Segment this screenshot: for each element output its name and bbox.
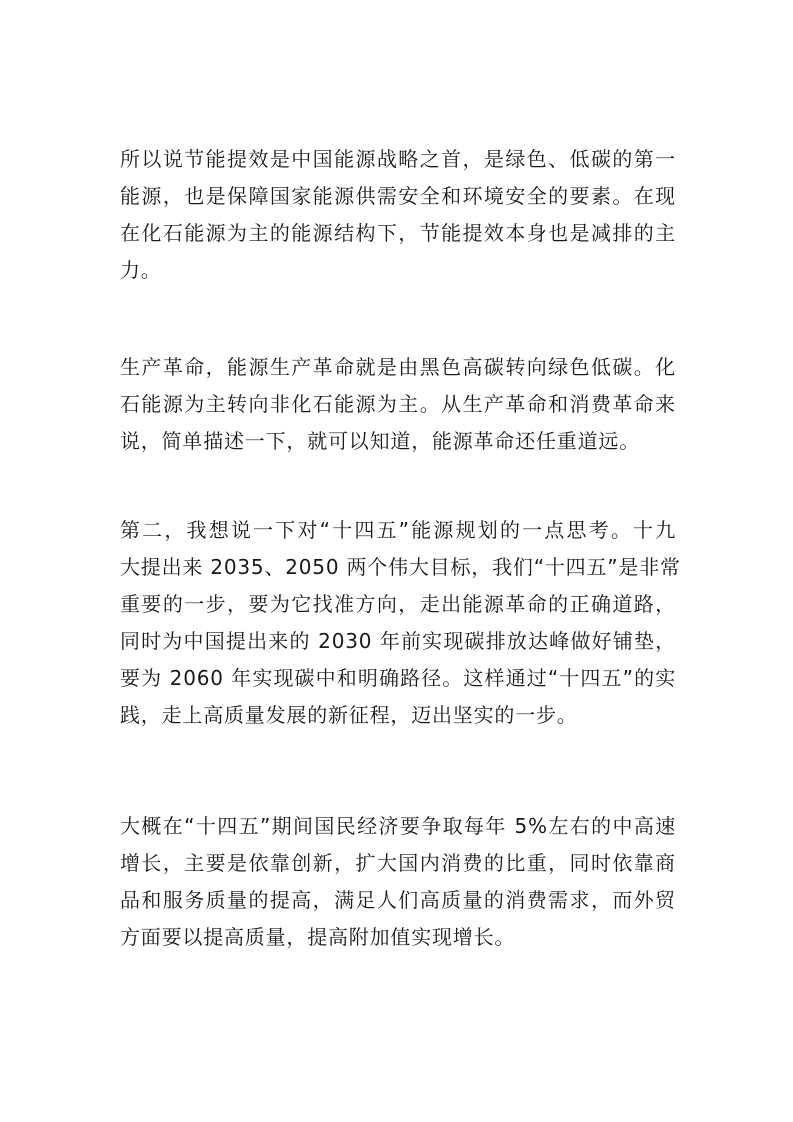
text-line: 生产革命，能源生产革命就是由黑色高碳转向绿色低碳。化	[120, 355, 676, 379]
text-line: 大概在“十四五”期间国民经济要争取每年 5%左右的中高速	[120, 814, 676, 838]
text-line: 所以说节能提效是中国能源战略之首，是绿色、低碳的第一	[120, 147, 676, 171]
text-line: 大提出来 2035、2050 两个伟大目标，我们“十四五”是非常	[120, 555, 681, 579]
text-line: 能源，也是保障国家能源供需安全和环境安全的要素。在现	[120, 184, 676, 208]
paragraph-five-year-plan	[120, 512, 681, 734]
text-line: 方面要以提高质量，提高附加值实现增长。	[120, 925, 516, 949]
text-line: 第二，我想说一下对“十四五”能源规划的一点思考。十九	[120, 518, 676, 542]
text-line: 品和服务质量的提高，满足人们高质量的消费需求，而外贸	[120, 888, 676, 912]
text-line: 践，走上高质量发展的新征程，迈出坚实的一步。	[120, 703, 578, 727]
text-line: 在化石能源为主的能源结构下，节能提效本身也是减排的主	[120, 221, 676, 245]
text-line: 石能源为主转向非化石能源为主。从生产革命和消费革命来	[120, 392, 676, 416]
text-line: 重要的一步，要为它找准方向，走出能源革命的正确道路，	[120, 592, 676, 616]
text-line: 增长，主要是依靠创新，扩大国内消费的比重，同时依靠商	[120, 851, 676, 875]
text-line: 要为 2060 年实现碳中和明确路径。这样通过“十四五”的实	[120, 666, 676, 690]
paragraph-economic-growth	[120, 808, 676, 956]
paragraph-energy-efficiency	[120, 141, 676, 289]
paragraph-production-revolution	[120, 349, 676, 460]
text-line: 说，简单描述一下，就可以知道，能源革命还任重道远。	[120, 429, 640, 453]
text-line: 力。	[120, 258, 162, 282]
text-line: 同时为中国提出来的 2030 年前实现碳排放达峰做好铺垫，	[120, 629, 676, 653]
